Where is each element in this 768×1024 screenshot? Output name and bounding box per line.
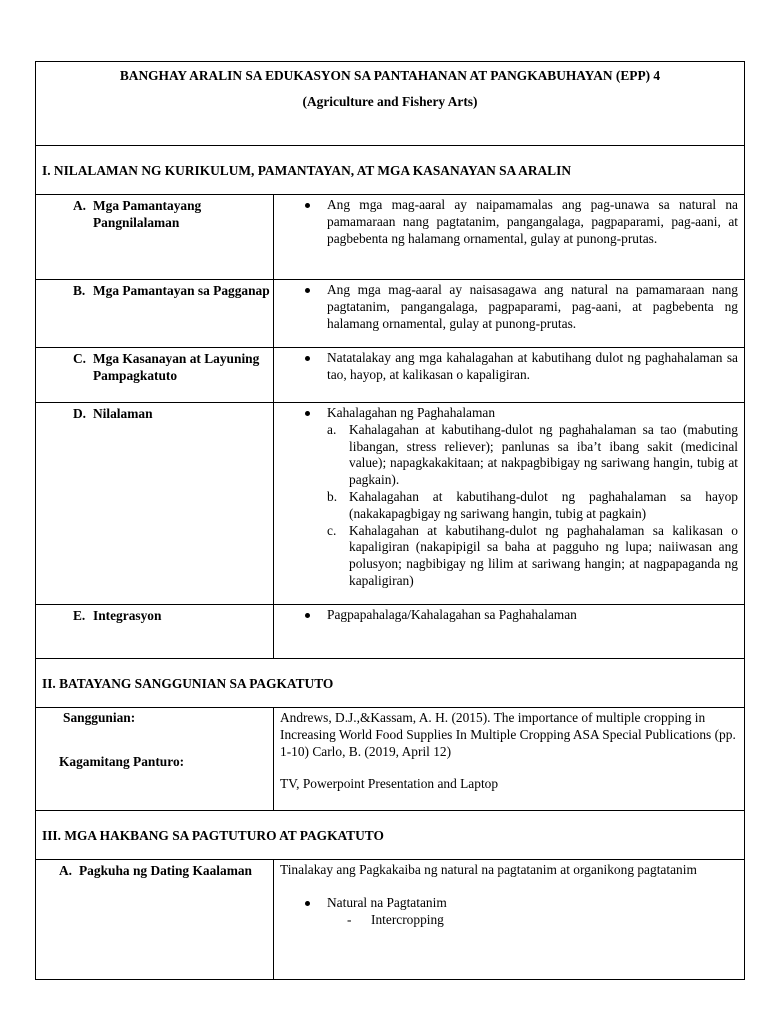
- row-letter: D.: [73, 406, 87, 421]
- document-title: BANGHAY ARALIN SA EDUKASYON SA PANTAHANAN AT PANGKABUHAYAN (EPP) 4: [119, 68, 661, 83]
- table-row: [36, 605, 745, 659]
- section1-heading: I. NILALAMAN NG KURIKULUM, PAMANTAYAN, AT MGA KASANAYAN SA ARALIN: [36, 146, 745, 195]
- bullet-icon: [303, 607, 327, 624]
- row-letter: C.: [73, 351, 87, 366]
- section1-heading-row: [36, 146, 745, 195]
- row-label-cell: [36, 605, 274, 659]
- references-content-cell: [274, 708, 745, 811]
- row-bullet-text: Pagpapahalaga/Kahalagahan sa Paghahalaman: [327, 607, 577, 622]
- row-label-cell: [36, 348, 274, 403]
- row-bullet-text: Ang mga mag-aaral ay naipamamalas ang pag-unawa sa natural na pamamaraan nang pagtatanim, pangangalaga, pagpaparami, pag-aani, at pagbebenta ng halamang ornamental, gulay at punong-prutas.: [327, 197, 738, 246]
- subitem-text: Kahalagahan at kabutihang-dulot ng paghahalaman sa tao (mabuting libangan, stress reliever); panlunas sa iba’t ibang sakit (medicinal value); napagkakakitaan; at nakpagbibigay ng sariwang hangin, tubig at pagkain).: [349, 421, 738, 488]
- bullet-icon: [303, 895, 327, 912]
- table-row: [36, 195, 745, 280]
- row-label: Nilalaman: [93, 406, 153, 421]
- table-row: [36, 860, 745, 980]
- row-label: Pagkuha ng Dating Kaalaman: [79, 863, 252, 878]
- row-letter: A.: [59, 863, 73, 878]
- row-label-cell: [36, 860, 274, 980]
- list-item: [274, 912, 744, 929]
- row-content-cell: [274, 860, 745, 980]
- row-letter: B.: [73, 283, 86, 298]
- lesson-plan-table: [35, 61, 745, 980]
- kagamitan-label: Kagamitang Panturo:: [59, 753, 185, 769]
- table-row: [36, 280, 745, 348]
- subitem-letter: c.: [327, 522, 337, 538]
- subitem-text: Kahalagahan at kabutihang-dulot ng paghahalaman sa hayop (nakakapagbigay ng sariwang hangin, tubig at pagkain): [349, 488, 738, 521]
- subitem-text: Kahalagahan at kabutihang-dulot ng paghahalaman sa kalikasan o kapaligiran (nakapipigil sa baha at pagguho ng lupa; naiiwasan ang polusyon; nagbibigay ng lilim at sariwang hangin; at nagpapaganda ng kapaligiran): [349, 522, 738, 588]
- title-cell: [36, 62, 745, 146]
- dash-item-text: Intercropping: [371, 911, 444, 927]
- row-label: Mga Pamantayan sa Pagganap: [93, 283, 270, 298]
- lesson-plan-page: [35, 61, 744, 980]
- row-label: Mga Pamantayang Pangnilalaman: [93, 198, 202, 230]
- row-bullet-text: Ang mga mag-aaral ay naisasagawa ang natural na pamamaraan nang pagtatanim, pangangalaga, pagpaparami, pag-aani, at pagbebenta ng halamang ornamental, gulay at punong-prutas.: [327, 282, 738, 331]
- row-content-cell: [274, 280, 745, 348]
- title-row: [36, 62, 745, 146]
- subitem-letter: b.: [327, 488, 338, 504]
- row-label-cell: [36, 403, 274, 605]
- references-label-cell: [36, 708, 274, 811]
- section3-heading: III. MGA HAKBANG SA PAGTUTURO AT PAGKATUTO: [36, 811, 745, 860]
- intro-text: Tinalakay ang Pagkakaiba ng natural na pagtatanim at organikong pagtatanim: [280, 862, 697, 877]
- row-label: Mga Kasanayan at Layuning Pampagkatuto: [93, 351, 260, 383]
- document-subtitle: (Agriculture and Fishery Arts): [302, 93, 478, 109]
- row-content-cell: [274, 348, 745, 403]
- subitem-letter: a.: [327, 421, 337, 437]
- row-letter: E.: [73, 608, 86, 623]
- list-item: [327, 523, 738, 590]
- row-content-cell: [274, 403, 745, 605]
- row-bullet-text: Natatalakay ang mga kahalagahan at kabutihang dulot ng paghahalaman sa tao, hayop, at kalikasan o kapaligiran.: [327, 350, 738, 382]
- sanggunian-text: Andrews, D.J.,&Kassam, A. H. (2015). The importance of multiple cropping in Increasing World Food Supplies In Multiple Cropping ASA Special Publications (pp. 1-10) Carlo, B. (2019, April 12): [280, 710, 736, 759]
- table-row: [36, 403, 745, 605]
- row-letter: A.: [73, 198, 87, 213]
- row-content-cell: [274, 605, 745, 659]
- bullet-icon: [303, 197, 327, 247]
- row-label-cell: [36, 195, 274, 280]
- row-label: Integrasyon: [93, 608, 162, 623]
- section2-heading-row: [36, 659, 745, 708]
- list-item: [327, 422, 738, 489]
- section2-heading: II. BATAYANG SANGGUNIAN SA PAGKATUTO: [36, 659, 745, 708]
- table-row: [36, 348, 745, 403]
- bullet-icon: [303, 405, 327, 590]
- row-bullet-text: Natural na Pagtatanim: [327, 894, 447, 910]
- sanggunian-label: Sanggunian:: [63, 710, 136, 725]
- section3-heading-row: [36, 811, 745, 860]
- bullet-icon: [303, 282, 327, 332]
- row-content-cell: [274, 195, 745, 280]
- row-bullet-text: Kahalagahan ng Paghahalaman: [327, 405, 496, 420]
- list-item: [327, 489, 738, 523]
- table-row: [36, 708, 745, 811]
- row-label-cell: [36, 280, 274, 348]
- kagamitan-text: TV, Powerpoint Presentation and Laptop: [280, 776, 499, 792]
- dash-mark: -: [347, 911, 352, 927]
- bullet-icon: [303, 350, 327, 384]
